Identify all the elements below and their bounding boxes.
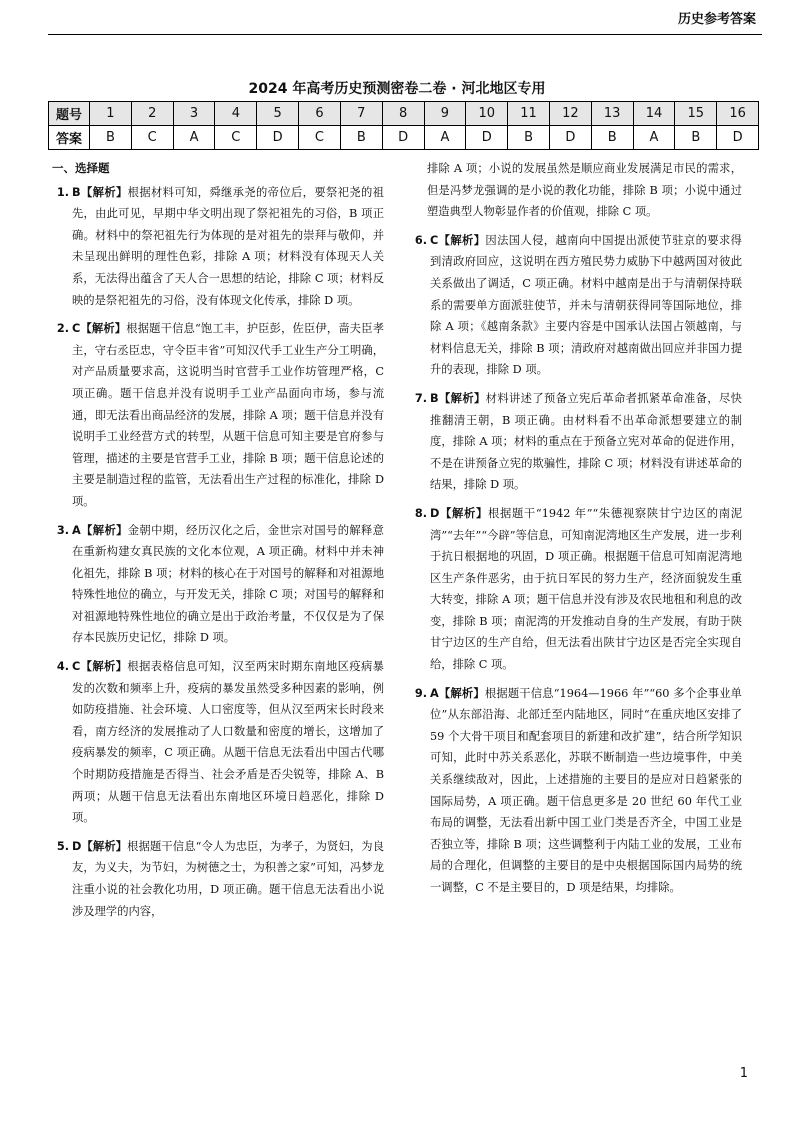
answer-letter: D (72, 839, 82, 853)
question-number: 6. (414, 233, 427, 247)
question-number-cell: 2 (131, 102, 173, 126)
analysis-text: 根据题干“1942 年”“朱德视察陕甘宁边区的南泥湾”“去年”“今辟”等信息，可知南泥湾地区生产发展，进一步利于抗日根据地的巩固，D 项正确。根据题干信息可知南泥湾地区生产条件恶劣，由于抗日军民的努力生产，经济面貌发生重大转变，排除 A 项；题干信息并没有涉及农民地租和利息的改变，排除 B 项；南泥湾的开发推动自身的生产发展，有助于陕甘宁边区的生产自给，但无法看出陕甘宁边区是否完全实现自给，排除 C 项。 (430, 506, 742, 672)
question-body (72, 520, 384, 650)
answer-cell: B (591, 126, 633, 150)
answer-table (48, 101, 759, 150)
analysis-label: 【解析】 (439, 506, 488, 520)
answer-letter: C (72, 322, 81, 336)
page-number: 1 (739, 1066, 748, 1081)
question-number-cell: 6 (299, 102, 341, 126)
question-number-cell: 11 (508, 102, 550, 126)
question-number-cell: 16 (717, 102, 759, 126)
answer-header: 答案 (49, 126, 90, 150)
question-body (430, 230, 742, 381)
answer-letter: B (72, 185, 81, 199)
question-number: 4. (56, 660, 69, 674)
question-number-cell: 12 (549, 102, 591, 126)
analysis-text: 根据表格信息可知，汉至两宋时期东南地区疫病暴发的次数和频率上升，疫病的暴发虽然受多种因素的影响，例如防疫措施、社会环境、人口密度等，但从汉至两宋长时段来看，南方经济的发展推动了人口数量和密度的增长，这增加了疫病暴发的频率，C 项正确。从题干信息无法看出中国古代哪个时期防疫措施是否得当、社会矛盾是否尖锐等，排除 A、B 两项；从题干信息无法看出东南地区环境日趋恶化，排除 D 项。 (72, 660, 384, 825)
answer-cell: C (131, 126, 173, 150)
question-body (430, 388, 742, 496)
header-rule (48, 34, 762, 35)
analysis-text: 金朝中期，经历汉化之后，金世宗对国号的解释意在重新构建女真民族的文化本位观，A 项正确。材料中并未神化祖先，排除 B 项；材料的核心在于对国号的解释和对祖源地特殊性地位的确立，与开发无关，排除 C 项；对国号的解释和对祖源地特殊性地位的确立是出于政治考量，不仅仅是为了保存本民族历史记忆，排除 D 项。 (72, 523, 384, 645)
answer-letter: A (430, 686, 439, 700)
answer-cell: B (90, 126, 132, 150)
analysis-text: 根据材料可知，舜继承尧的帝位后，要祭祀尧的祖先，由此可见，早期中华文明出现了祭祀祖先的习俗，B 项正确。材料中的祭祀祖先行为体现的是对祖先的崇拜与敬仰，并未呈现出鲜明的理性色彩，排除 A 项；材料没有体现天人关系，无法得出蕴含了天人合一思想的结论，排除 C 项；材料反映的是祭祀祖先的习俗，没有体现文化传承，排除 D 项。 (72, 185, 384, 307)
answer-letter: B (430, 391, 439, 405)
analysis-label: 【解析】 (438, 391, 486, 405)
question-number-cell: 10 (466, 102, 508, 126)
question-item (410, 683, 742, 899)
question-number-cell: 8 (382, 102, 424, 126)
question-body (72, 656, 384, 829)
analysis-label: 【解析】 (438, 686, 485, 700)
answer-letter: C (72, 660, 81, 674)
answer-cell: D (717, 126, 759, 150)
answer-letter: C (430, 233, 439, 247)
question-number-cell: 1 (90, 102, 132, 126)
question-body (430, 503, 742, 676)
question-item (52, 656, 384, 829)
question-number: 3. (56, 523, 69, 537)
question-item (410, 503, 742, 676)
header-label: 历史参考答案 (677, 12, 756, 27)
answer-letter: D (430, 506, 440, 520)
question-number: 7. (414, 391, 427, 405)
analysis-label: 【解析】 (80, 322, 127, 336)
analysis-text: 材料讲述了预备立宪后革命者抓紧革命准备，尽快推翻清王朝，B 项正确。由材料看不出革命派想要建立的制度，排除 A 项；材料的重点在于预备立宪对革命的促进作用，不是在讲预备立宪的欺骗性，排除 C 项；材料没有讲述革命的结果，排除 D 项。 (430, 391, 742, 492)
question-item (52, 520, 384, 650)
analysis-text: 根据题干信息“饱工丰，护臣彭，佐臣伊，啬夫臣孝主，守右丞臣忠，守令臣丰省”可知汉代手工业生产分工明确，对产品质量要求高，这说明当时官营手工业作坊管理严格，C 项正确。题干信息并没有说明手工业产品面向市场，参与流通，即无法看出商品经济的发展，排除 A 项；题干信息并没有说明手工业经营方式的转型，从题干信息可知主要是官府参与管理，描述的主要是官营手工业，排除 B 项；题干信息论述的主要是制造过程的监管，无法看出生产过程的标准化，排除 D 项。 (72, 322, 384, 508)
question-item (52, 836, 384, 922)
answer-cell: B (340, 126, 382, 150)
question-number-cell: 3 (173, 102, 215, 126)
answer-letter: A (72, 523, 81, 537)
question-number-header: 题号 (49, 102, 90, 126)
analysis-label: 【解析】 (81, 839, 128, 853)
question-number: 8. (414, 506, 427, 520)
answer-cell: B (508, 126, 550, 150)
analysis-label: 【解析】 (438, 233, 486, 247)
answer-cell: D (466, 126, 508, 150)
question-number-cell: 5 (257, 102, 299, 126)
question-body (72, 182, 384, 312)
question-5-continued: 排除 A 项；小说的发展虽然是顺应商业发展满足市民的需求，但是冯梦龙强调的是小说的教化功能，排除 B 项；小说中通过塑造典型人物彰显作者的价值观，排除 C 项。 (427, 162, 742, 219)
question-number: 1. (56, 185, 69, 199)
question-number-cell: 7 (340, 102, 382, 126)
page-title: 2024 年高考历史预测密卷二卷 · 河北地区专用 (248, 81, 546, 97)
answer-cell: A (424, 126, 466, 150)
answer-cell: C (299, 126, 341, 150)
analysis-label: 【解析】 (80, 523, 128, 537)
question-item (52, 318, 384, 512)
question-number-row (49, 102, 759, 126)
analysis-text: 根据题干信息“令人为忠臣，为孝子，为贤妇，为良友，为义夫，为节妇，为树德之士，为积善之家”可知，冯梦龙注重小说的社会教化功用，D 项正确。题干信息无法看出小说涉及理学的内容， (72, 839, 384, 918)
question-item (410, 230, 742, 381)
question-number: 5. (56, 839, 69, 853)
analysis-label: 【解析】 (80, 660, 128, 674)
question-item (410, 388, 742, 496)
left-column (52, 158, 384, 929)
question-number: 9. (414, 686, 427, 700)
answer-cell: D (257, 126, 299, 150)
question-body (72, 318, 384, 512)
question-number-cell: 15 (675, 102, 717, 126)
question-number-cell: 14 (633, 102, 675, 126)
question-number-cell: 9 (424, 102, 466, 126)
answer-cell: C (215, 126, 257, 150)
answer-cell: A (633, 126, 675, 150)
question-body (72, 836, 384, 922)
analysis-text: 根据题干信息“1964—1966 年”“60 多个企事业单位”从东部沿海、北部迁至内陆地区，同时“在重庆地区安排了 59 个大骨干项目和配套项目的新建和改扩建”，结合所学知识可知，此时中苏关系恶化，苏联不断制造一些边境事件，中美关系继续敌对，因此，上述措施的主要目的是应对日趋紧张的国际局势，A 项正确。题干信息更多是 20 世纪 60 年代工业布局的调整，无法看出新中国工业门类是否齐全，中国工业是否独立等，排除 B 项；这些调整利于内陆工业的发展，工业布局的合理化，但调整的主要目的是中央根据国际国内局势的统一调整，C 不是主要目的，D 项是结果，均排除。 (430, 686, 742, 894)
question-number-cell: 13 (591, 102, 633, 126)
answer-cell: B (675, 126, 717, 150)
answer-cell: A (173, 126, 215, 150)
question-number: 2. (56, 322, 69, 336)
answer-row (49, 126, 759, 150)
answer-cell: D (549, 126, 591, 150)
question-number-cell: 4 (215, 102, 257, 126)
section-title: 一、选择题 (52, 161, 110, 175)
analysis-text: 因法国人侵，越南向中国提出派使节驻京的要求得到清政府回应，这说明在西方殖民势力威胁下中越两国对彼此关系做出了调适，C 项正确。材料中越南是出于与清朝保持联系的需要单方面派驻使节，并未与清朝获得同等国际地位，排除 A 项；《越南条款》主要内容是中国承认法国占领越南，与材料信息无关，排除 B 项；清政府对越南做出回应并非国力提升的表现，排除 D 项。 (430, 233, 742, 377)
question-body (430, 683, 742, 899)
answer-cell: D (382, 126, 424, 150)
question-item (52, 182, 384, 312)
analysis-label: 【解析】 (80, 185, 128, 199)
right-column (410, 158, 742, 906)
